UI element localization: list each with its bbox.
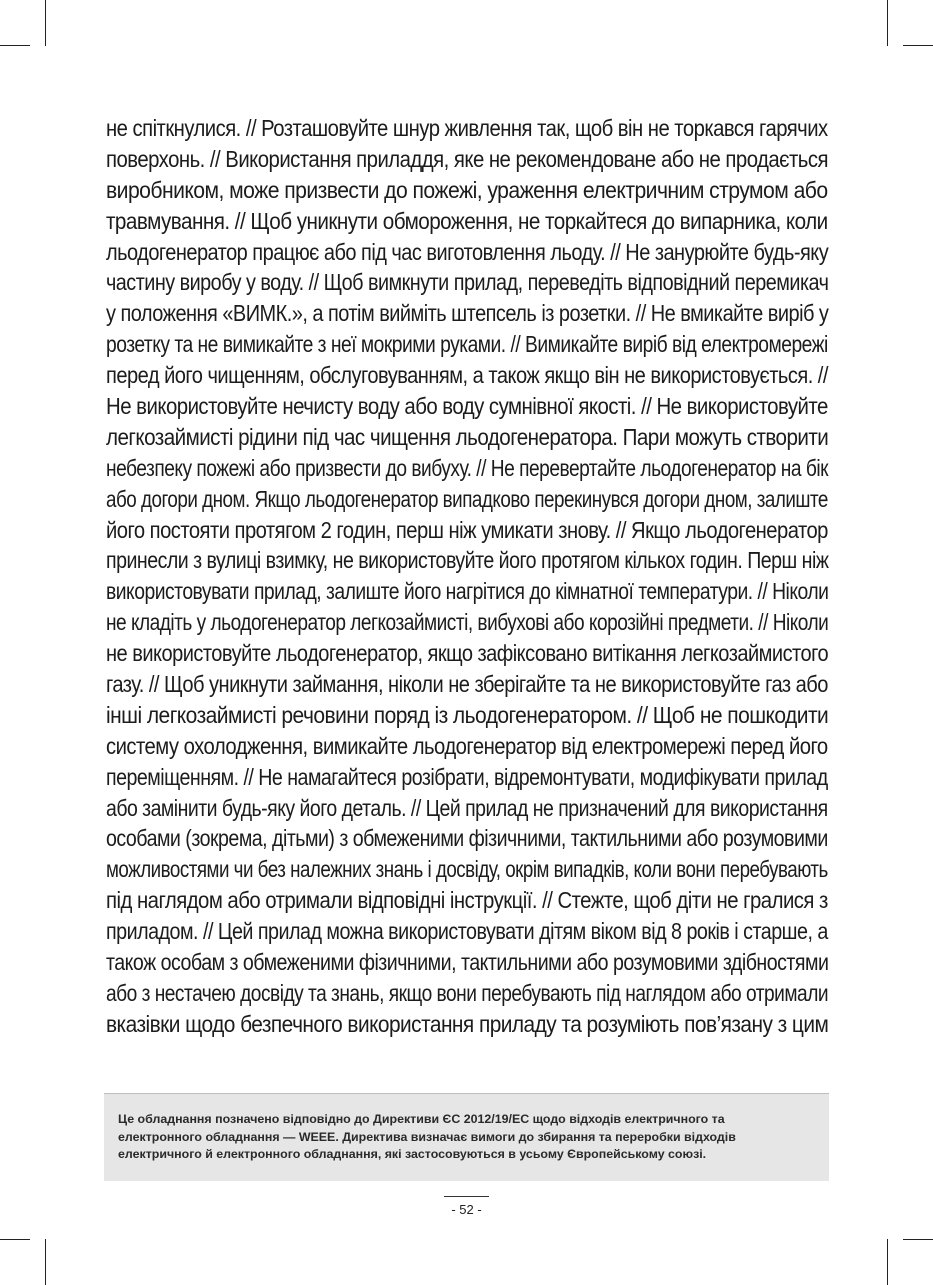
body-line: легкозаймисті рідини під час чищення льодогенератора. Пари можуть створити [106, 423, 829, 450]
body-line: не використовуйте льодогенератор, якщо зафіксовано витікання легкозаймистого [106, 640, 829, 667]
body-line: вказівки щодо безпечного використання приладу та розуміють пов’язану з цим [106, 1010, 829, 1037]
weee-notice-line: електронного обладнання — WEEE. Директива визначає вимоги до збирання та переробки відходів [118, 1129, 736, 1144]
body-line: інші легкозаймисті речовини поряд із льодогенератором. // Щоб не пошкодити [106, 701, 829, 728]
crop-mark-top-right-vertical [887, 0, 888, 46]
body-line: не кладіть у льодогенератор легкозаймисті, вибухові або корозійні предмети. // Ніколи [106, 609, 829, 636]
body-line: можливостями чи без належних знань і досвіду, окрім випадків, коли вони перебувають [106, 856, 828, 883]
body-line: перед його чищенням, обслуговуванням, а також якщо він не використовується. // [106, 362, 828, 389]
body-line: льодогенератор працює або під час виготовлення льоду. // Не занурюйте будь-яку [106, 238, 829, 265]
body-line: принесли з вулиці взимку, не використовуйте його протягом кількох годин. Перш ніж [106, 547, 829, 574]
page-number: - 52 - [451, 1202, 482, 1217]
safety-instructions-text [106, 113, 828, 1040]
crop-mark-bottom-right-horizontal [903, 1239, 933, 1240]
crop-mark-bottom-right-vertical [887, 1239, 888, 1285]
crop-mark-top-right-horizontal [903, 45, 933, 46]
crop-mark-top-left-horizontal [0, 45, 30, 46]
body-line: частину виробу у воду. // Щоб вимкнути прилад, переведіть відповідний перемикач [106, 269, 829, 296]
body-line: поверхонь. // Використання приладдя, яке не рекомендоване або не продається [106, 145, 829, 172]
weee-notice-box [104, 1093, 829, 1181]
crop-mark-bottom-left-horizontal [0, 1239, 30, 1240]
body-line: особами (зокрема, дітьми) з обмеженими фізичними, тактильними або розумовими [106, 825, 828, 852]
body-line: під наглядом або отримали відповідні інструкції. // Стежте, щоб діти не гралися з [106, 887, 828, 914]
page-number-rule [444, 1196, 489, 1197]
body-line: газу. // Щоб уникнути займання, ніколи не зберігайте та не використовуйте газ або [106, 671, 828, 698]
body-line: розетку та не вимикайте з неї мокрими руками. // Вимикайте виріб від електромережі [106, 331, 828, 358]
body-line: систему охолодження, вимикайте льодогенератор від електромережі перед його [106, 732, 828, 759]
body-line: не спіткнулися. // Розташовуйте шнур живлення так, щоб він не торкався гарячих [106, 115, 828, 141]
crop-mark-top-left-vertical [45, 0, 46, 46]
weee-notice-line: Це обладнання позначено відповідно до Директиви ЄС 2012/19/ЕС щодо відходів електричного та [118, 1112, 725, 1126]
body-line: у положення «ВИМК.», а потім вийміть штепсель із розетки. // Не вмикайте виріб у [106, 300, 829, 327]
body-line: або з нестачею досвіду та знань, якщо вони перебувають під наглядом або отримали [106, 979, 829, 1006]
body-line: використовувати прилад, залиште його нагрітися до кімнатної температури. // Ніколи [106, 578, 829, 605]
body-line: Не використовуйте нечисту воду або воду сумнівної якості. // Не використовуйте [106, 393, 828, 420]
weee-notice-line: електричного й електронного обладнання, які застосовуються в усьому Європейському союзі. [118, 1147, 707, 1161]
body-line: небезпеку пожежі або призвести до вибуху. // Не перевертайте льодогенератор на бік [106, 454, 828, 481]
body-line: травмування. // Щоб уникнути обмороження, не торкайтеся до випарника, коли [106, 207, 828, 234]
body-line: також особам з обмеженими фізичними, тактильними або розумовими здібностями [106, 949, 829, 976]
body-line: або догори дном. Якщо льодогенератор випадково перекинувся догори дном, залиште [106, 485, 828, 512]
body-line: приладом. // Цей прилад можна використовувати дітям віком від 8 років і старше, а [106, 918, 828, 945]
body-line: або замінити будь-яку його деталь. // Цей прилад не призначений для використання [106, 794, 828, 821]
body-line: виробником, може призвести до пожежі, ураження електричним струмом або [106, 176, 828, 203]
body-line: його постояти протягом 2 годин, перш ніж умикати знову. // Якщо льодогенератор [106, 516, 828, 543]
body-line: переміщенням. // Не намагайтеся розібрати, відремонтувати, модифікувати прилад [106, 763, 828, 790]
crop-mark-bottom-left-vertical [45, 1239, 46, 1285]
